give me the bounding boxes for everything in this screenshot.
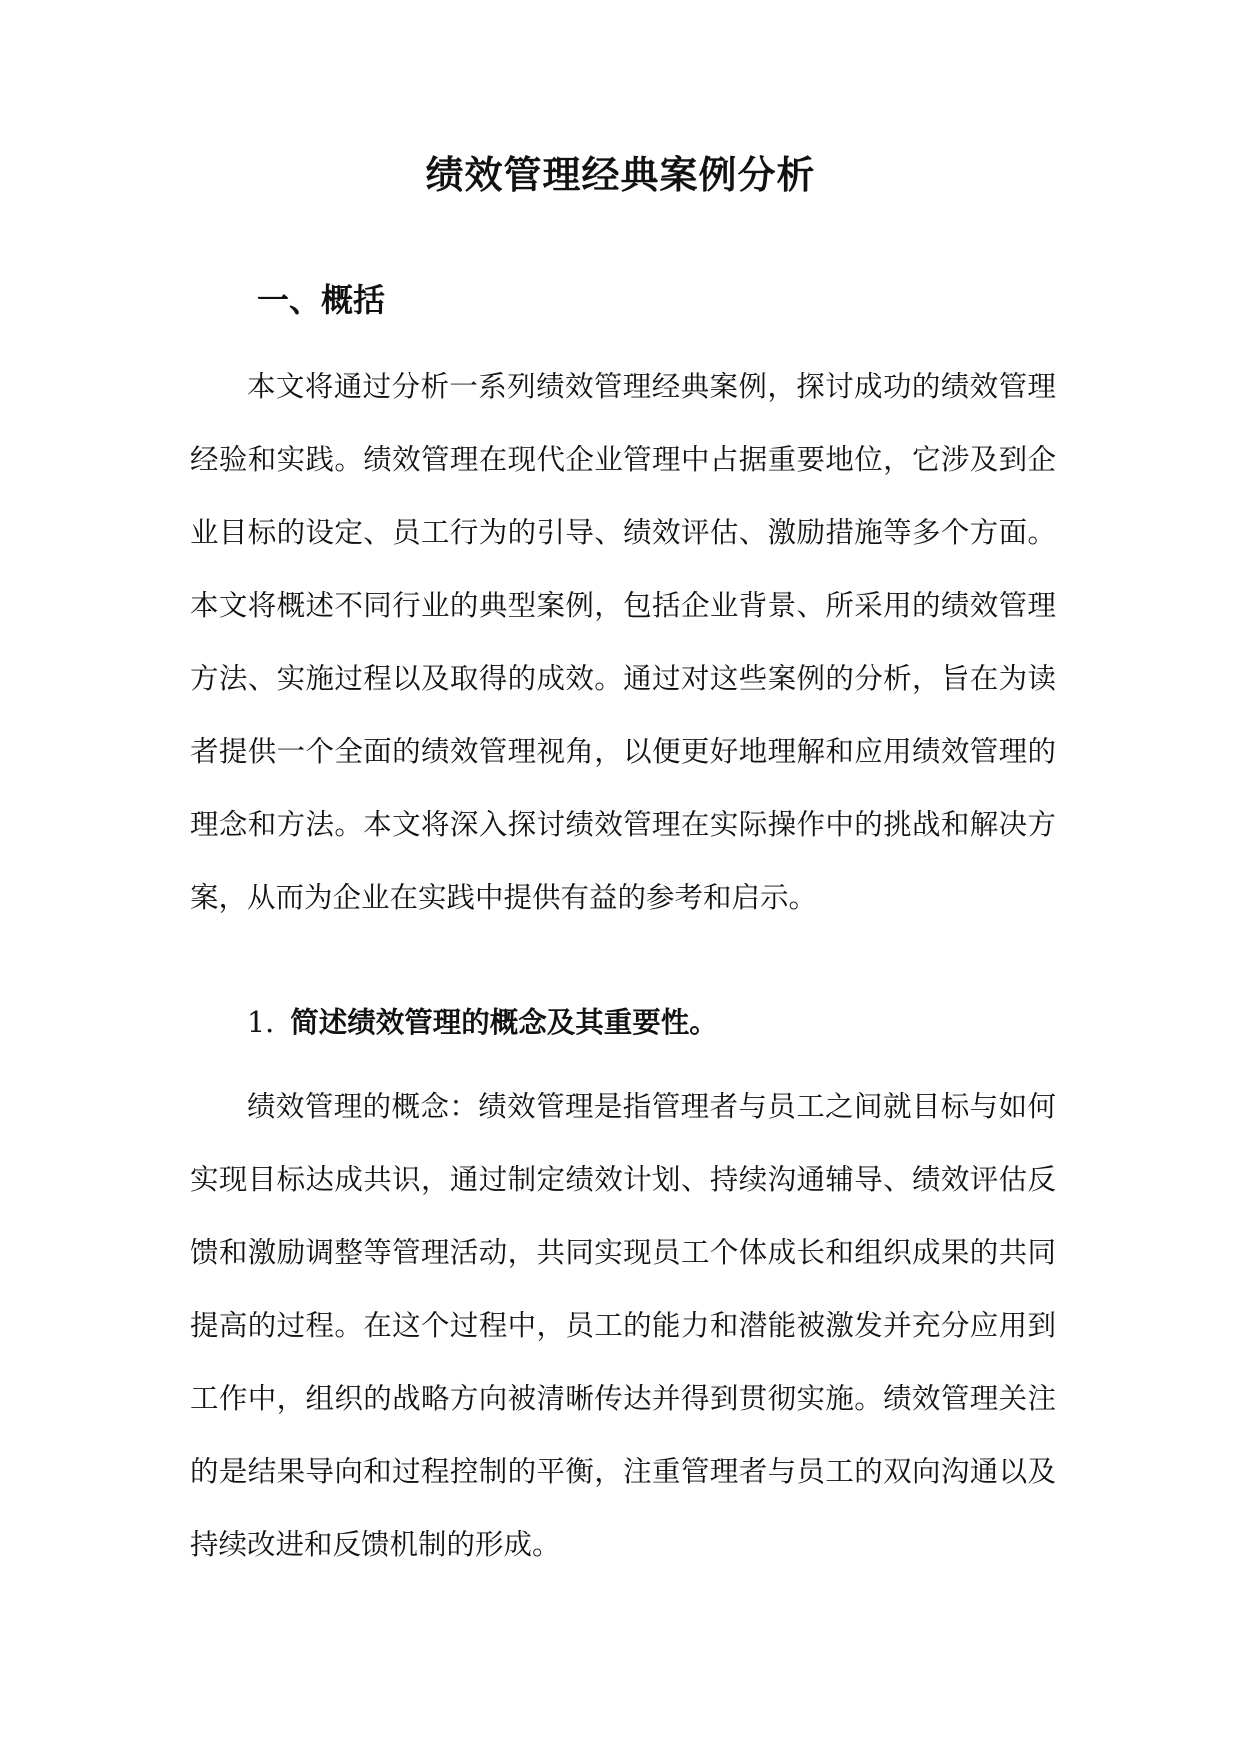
subsection-paragraph: 绩效管理的概念：绩效管理是指管理者与员工之间就目标与如何实现目标达成共识，通过制定绩效计划、持续沟通辅导、绩效评估反馈和激励调整等管理活动，共同实现员工个体成长和组织成果的共同提高的过程。在这个过程中，员工的能力和潜能被激发并充分应用到工作中，组织的战略方向被清晰传达并得到贯彻实施。绩效管理关注的是结果导向和过程控制的平衡，注重管理者与员工的双向沟通以及持续改进和反馈机制的形成。	[190, 1090, 1056, 1561]
section-heading: 一、概括	[257, 281, 386, 319]
subsection-heading	[247, 1000, 718, 1045]
section-paragraph: 本文将通过分析一系列绩效管理经典案例，探讨成功的绩效管理经验和实践。绩效管理在现代企业管理中占据重要地位，它涉及到企业目标的设定、员工行为的引导、绩效评估、激励措施等多个方面。本文将概述不同行业的典型案例，包括企业背景、所采用的绩效管理方法、实施过程以及取得的成效。通过对这些案例的分析，旨在为读者提供一个全面的绩效管理视角，以便更好地理解和应用绩效管理的理念和方法。本文将深入探讨绩效管理在实际操作中的挑战和解决方案，从而为企业在实践中提供有益的参考和启示。	[190, 370, 1056, 914]
document-title: 绩效管理经典案例分析	[425, 152, 816, 197]
subsection-number: 1.	[247, 1006, 275, 1039]
subsection-heading-text: 简述绩效管理的概念及其重要性。	[290, 1005, 718, 1039]
